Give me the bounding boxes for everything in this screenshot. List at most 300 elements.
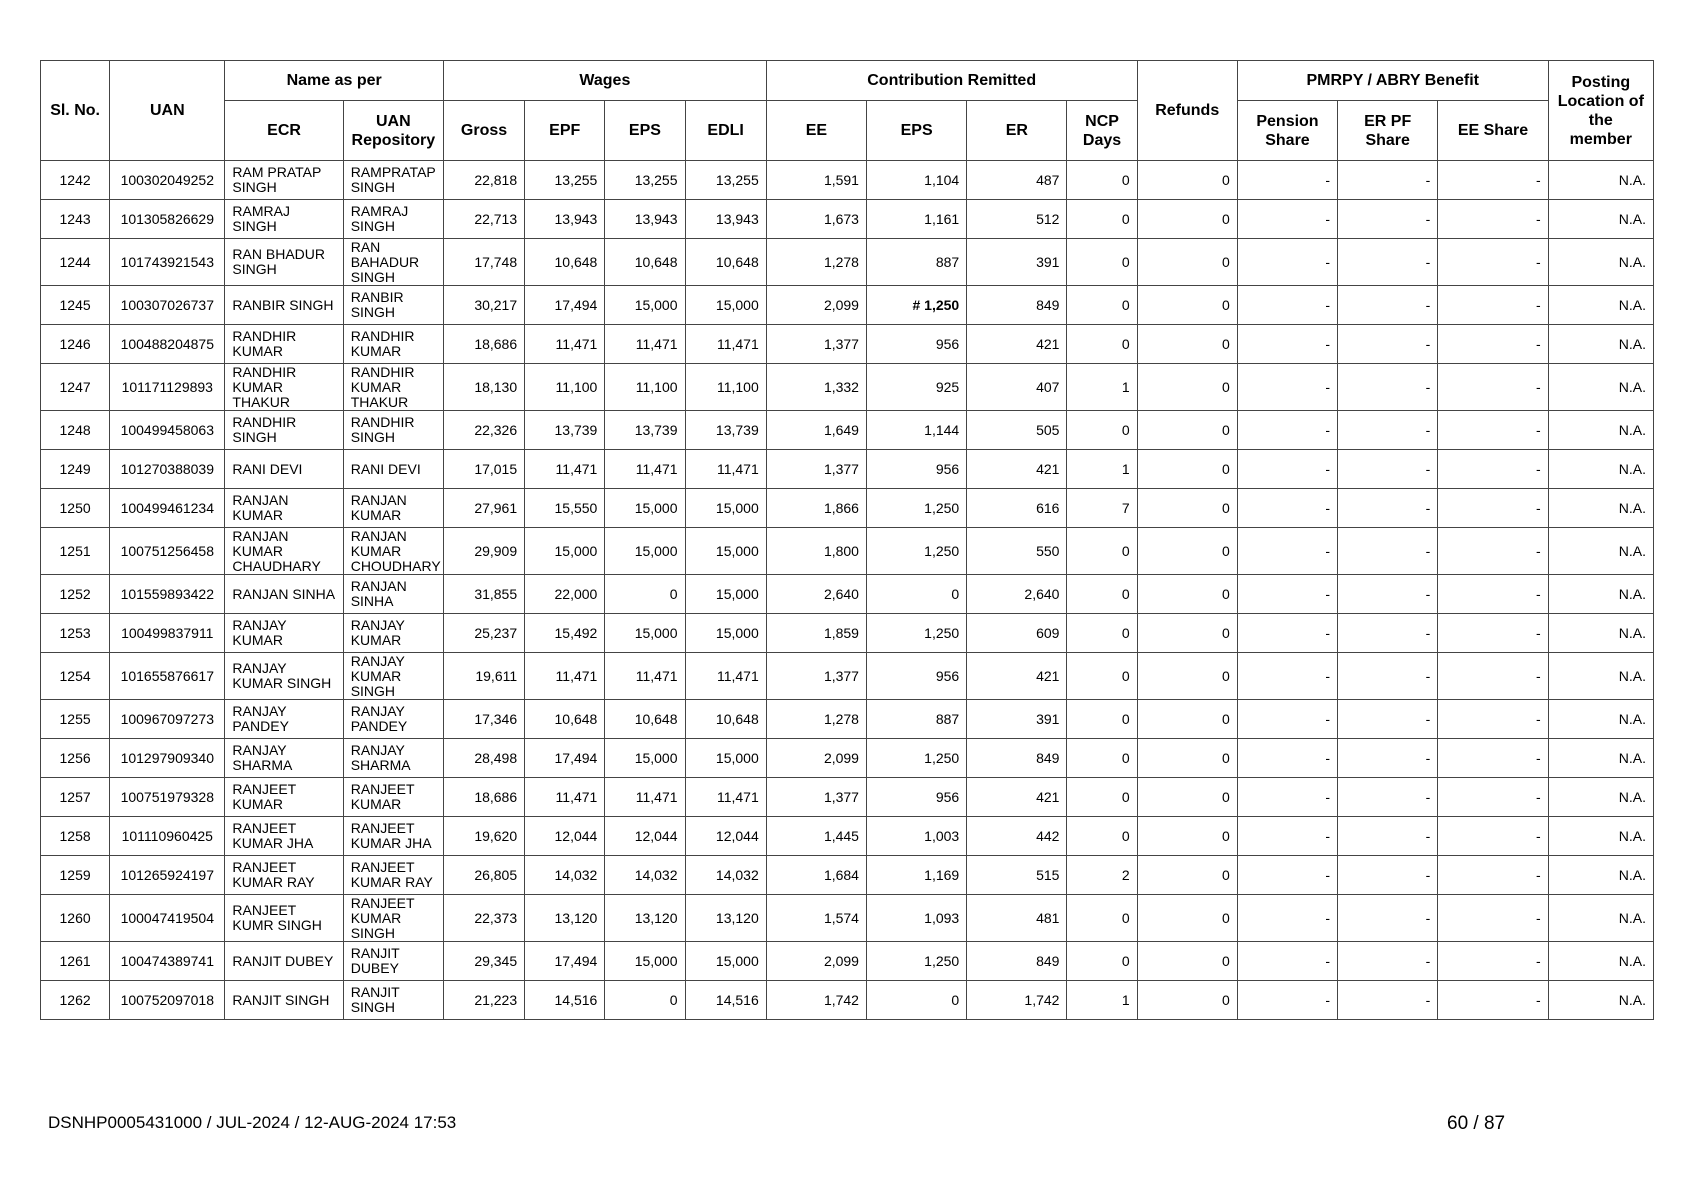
cell-edli: 15,000: [685, 739, 766, 778]
cell-epf: 11,471: [525, 450, 605, 489]
cell-ncp-days: 0: [1067, 653, 1137, 700]
cell-sl-no: 1261: [41, 942, 110, 981]
cell-ee: 1,377: [766, 450, 866, 489]
cell-er: 391: [967, 700, 1067, 739]
cell-uan-repository-name: RANJAY KUMAR SINGH: [343, 653, 443, 700]
cell-epf: 11,471: [525, 653, 605, 700]
cell-ee: 1,591: [766, 161, 866, 200]
cell-pension-share: -: [1237, 856, 1337, 895]
cell-contribution-eps: 1,250: [866, 489, 966, 528]
table-row: [41, 817, 1654, 856]
table-row: [41, 895, 1654, 942]
cell-ee: 1,866: [766, 489, 866, 528]
cell-uan-repository-name: RANJEET KUMAR: [343, 778, 443, 817]
cell-gross: 25,237: [443, 614, 524, 653]
cell-ecr-name: RANJEET KUMR SINGH: [225, 895, 343, 942]
header-ee-share: EE Share: [1438, 101, 1548, 161]
cell-ee-share: -: [1438, 575, 1548, 614]
cell-eps: 13,943: [605, 200, 685, 239]
cell-uan: 100047419504: [110, 895, 225, 942]
cell-ee: 1,649: [766, 411, 866, 450]
cell-er: 407: [967, 364, 1067, 411]
cell-posting-location: N.A.: [1548, 653, 1653, 700]
cell-posting-location: N.A.: [1548, 364, 1653, 411]
cell-posting-location: N.A.: [1548, 411, 1653, 450]
cell-ee: 1,859: [766, 614, 866, 653]
cell-gross: 30,217: [443, 286, 524, 325]
cell-ncp-days: 2: [1067, 856, 1137, 895]
header-ecr: ECR: [225, 101, 343, 161]
header-epf: EPF: [525, 101, 605, 161]
cell-er-pf-share: -: [1338, 895, 1438, 942]
cell-gross: 22,326: [443, 411, 524, 450]
table-row: [41, 286, 1654, 325]
cell-pension-share: -: [1237, 778, 1337, 817]
cell-er: 550: [967, 528, 1067, 575]
cell-er: 421: [967, 778, 1067, 817]
cell-eps: 15,000: [605, 942, 685, 981]
table-row: [41, 614, 1654, 653]
cell-edli: 15,000: [685, 942, 766, 981]
table-row: [41, 700, 1654, 739]
cell-refunds: 0: [1137, 161, 1237, 200]
cell-pension-share: -: [1237, 700, 1337, 739]
cell-ee-share: -: [1438, 653, 1548, 700]
cell-gross: 19,611: [443, 653, 524, 700]
cell-sl-no: 1256: [41, 739, 110, 778]
cell-pension-share: -: [1237, 489, 1337, 528]
cell-gross: 28,498: [443, 739, 524, 778]
cell-eps: 13,120: [605, 895, 685, 942]
cell-ncp-days: 0: [1067, 411, 1137, 450]
cell-contribution-eps: 1,250: [866, 528, 966, 575]
cell-refunds: 0: [1137, 817, 1237, 856]
cell-eps: 10,648: [605, 239, 685, 286]
cell-posting-location: N.A.: [1548, 528, 1653, 575]
cell-ecr-name: RANJIT DUBEY: [225, 942, 343, 981]
cell-uan: 101743921543: [110, 239, 225, 286]
cell-ee-share: -: [1438, 286, 1548, 325]
cell-ee-share: -: [1438, 895, 1548, 942]
cell-ee-share: -: [1438, 450, 1548, 489]
cell-posting-location: N.A.: [1548, 325, 1653, 364]
cell-uan-repository-name: RANJIT SINGH: [343, 981, 443, 1020]
cell-uan-repository-name: RANJAN KUMAR: [343, 489, 443, 528]
cell-refunds: 0: [1137, 895, 1237, 942]
cell-pension-share: -: [1237, 614, 1337, 653]
cell-ecr-name: RANDHIR KUMAR THAKUR: [225, 364, 343, 411]
cell-uan-repository-name: RANDHIR SINGH: [343, 411, 443, 450]
cell-sl-no: 1245: [41, 286, 110, 325]
cell-posting-location: N.A.: [1548, 239, 1653, 286]
cell-pension-share: -: [1237, 895, 1337, 942]
cell-sl-no: 1258: [41, 817, 110, 856]
cell-ee-share: -: [1438, 700, 1548, 739]
cell-epf: 11,471: [525, 778, 605, 817]
cell-pension-share: -: [1237, 364, 1337, 411]
cell-epf: 17,494: [525, 942, 605, 981]
cell-refunds: 0: [1137, 778, 1237, 817]
cell-edli: 15,000: [685, 286, 766, 325]
cell-contribution-eps: 1,003: [866, 817, 966, 856]
cell-edli: 15,000: [685, 614, 766, 653]
cell-posting-location: N.A.: [1548, 286, 1653, 325]
cell-ee: 2,099: [766, 942, 866, 981]
cell-gross: 17,015: [443, 450, 524, 489]
cell-sl-no: 1246: [41, 325, 110, 364]
table-row: [41, 161, 1654, 200]
cell-uan-repository-name: RANJEET KUMAR RAY: [343, 856, 443, 895]
cell-epf: 13,255: [525, 161, 605, 200]
cell-gross: 26,805: [443, 856, 524, 895]
cell-eps: 15,000: [605, 614, 685, 653]
cell-gross: 31,855: [443, 575, 524, 614]
cell-refunds: 0: [1137, 528, 1237, 575]
cell-uan: 101110960425: [110, 817, 225, 856]
cell-er: 442: [967, 817, 1067, 856]
cell-contribution-eps: 1,104: [866, 161, 966, 200]
cell-ncp-days: 0: [1067, 700, 1137, 739]
cell-uan: 100307026737: [110, 286, 225, 325]
cell-ee: 1,742: [766, 981, 866, 1020]
cell-posting-location: N.A.: [1548, 739, 1653, 778]
contribution-table: [40, 60, 1654, 1020]
cell-er: 849: [967, 942, 1067, 981]
cell-sl-no: 1255: [41, 700, 110, 739]
cell-refunds: 0: [1137, 653, 1237, 700]
cell-ecr-name: RANDHIR SINGH: [225, 411, 343, 450]
cell-epf: 15,550: [525, 489, 605, 528]
cell-gross: 21,223: [443, 981, 524, 1020]
cell-uan-repository-name: RANDHIR KUMAR THAKUR: [343, 364, 443, 411]
cell-contribution-eps: 1,250: [866, 739, 966, 778]
cell-uan: 101171129893: [110, 364, 225, 411]
cell-eps: 15,000: [605, 528, 685, 575]
cell-ecr-name: RANJAN KUMAR CHAUDHARY: [225, 528, 343, 575]
cell-gross: 29,345: [443, 942, 524, 981]
cell-eps: 11,471: [605, 325, 685, 364]
cell-uan-repository-name: RANJAY PANDEY: [343, 700, 443, 739]
cell-ee: 1,574: [766, 895, 866, 942]
cell-epf: 14,516: [525, 981, 605, 1020]
cell-edli: 11,471: [685, 325, 766, 364]
cell-pension-share: -: [1237, 739, 1337, 778]
cell-sl-no: 1260: [41, 895, 110, 942]
cell-ee: 1,684: [766, 856, 866, 895]
cell-sl-no: 1242: [41, 161, 110, 200]
cell-ee-share: -: [1438, 239, 1548, 286]
table-header: [41, 61, 1654, 161]
cell-refunds: 0: [1137, 614, 1237, 653]
cell-ee: 1,377: [766, 325, 866, 364]
cell-epf: 13,120: [525, 895, 605, 942]
cell-posting-location: N.A.: [1548, 817, 1653, 856]
cell-uan: 100967097273: [110, 700, 225, 739]
cell-edli: 11,471: [685, 653, 766, 700]
cell-er: 849: [967, 286, 1067, 325]
header-ncp-days: NCP Days: [1067, 101, 1137, 161]
cell-ncp-days: 0: [1067, 200, 1137, 239]
cell-refunds: 0: [1137, 575, 1237, 614]
header-edli: EDLI: [685, 101, 766, 161]
cell-refunds: 0: [1137, 325, 1237, 364]
cell-gross: 27,961: [443, 489, 524, 528]
cell-er-pf-share: -: [1338, 239, 1438, 286]
header-gross: Gross: [443, 101, 524, 161]
cell-ecr-name: RAM PRATAP SINGH: [225, 161, 343, 200]
cell-uan: 101270388039: [110, 450, 225, 489]
cell-edli: 13,943: [685, 200, 766, 239]
header-contribution-eps: EPS: [866, 101, 966, 161]
cell-er: 609: [967, 614, 1067, 653]
cell-contribution-eps: 925: [866, 364, 966, 411]
cell-ncp-days: 0: [1067, 239, 1137, 286]
cell-er: 421: [967, 653, 1067, 700]
cell-uan: 100752097018: [110, 981, 225, 1020]
cell-sl-no: 1243: [41, 200, 110, 239]
cell-er-pf-share: -: [1338, 528, 1438, 575]
cell-sl-no: 1244: [41, 239, 110, 286]
cell-epf: 12,044: [525, 817, 605, 856]
table-row: [41, 981, 1654, 1020]
header-name-as-per: Name as per: [225, 61, 444, 101]
cell-uan-repository-name: RAMRAJ SINGH: [343, 200, 443, 239]
cell-uan: 101265924197: [110, 856, 225, 895]
cell-uan: 101305826629: [110, 200, 225, 239]
cell-er-pf-share: -: [1338, 739, 1438, 778]
cell-posting-location: N.A.: [1548, 161, 1653, 200]
cell-er-pf-share: -: [1338, 653, 1438, 700]
cell-eps: 15,000: [605, 739, 685, 778]
cell-contribution-eps: 0: [866, 981, 966, 1020]
document-reference: DSNHP0005431000 / JUL-2024 / 12-AUG-2024 17:53: [48, 1113, 457, 1132]
cell-sl-no: 1253: [41, 614, 110, 653]
cell-edli: 11,471: [685, 778, 766, 817]
cell-ecr-name: RAN BHADUR SINGH: [225, 239, 343, 286]
header-posting-location: Posting Location of the member: [1548, 61, 1653, 161]
cell-uan: 101297909340: [110, 739, 225, 778]
cell-posting-location: N.A.: [1548, 614, 1653, 653]
cell-ecr-name: RANJAY KUMAR: [225, 614, 343, 653]
cell-uan: 100499837911: [110, 614, 225, 653]
cell-sl-no: 1262: [41, 981, 110, 1020]
cell-ee-share: -: [1438, 364, 1548, 411]
cell-ee: 1,800: [766, 528, 866, 575]
cell-contribution-eps: 1,250: [866, 614, 966, 653]
cell-epf: 13,943: [525, 200, 605, 239]
header-er: ER: [967, 101, 1067, 161]
cell-posting-location: N.A.: [1548, 895, 1653, 942]
cell-gross: 17,748: [443, 239, 524, 286]
cell-posting-location: N.A.: [1548, 778, 1653, 817]
cell-er-pf-share: -: [1338, 411, 1438, 450]
cell-ecr-name: RANJEET KUMAR: [225, 778, 343, 817]
cell-pension-share: -: [1237, 200, 1337, 239]
cell-posting-location: N.A.: [1548, 450, 1653, 489]
cell-edli: 14,032: [685, 856, 766, 895]
cell-edli: 15,000: [685, 528, 766, 575]
cell-refunds: 0: [1137, 450, 1237, 489]
cell-ecr-name: RANBIR SINGH: [225, 286, 343, 325]
cell-pension-share: -: [1237, 942, 1337, 981]
cell-ncp-days: 0: [1067, 942, 1137, 981]
cell-contribution-eps: 1,169: [866, 856, 966, 895]
cell-ecr-name: RAMRAJ SINGH: [225, 200, 343, 239]
cell-sl-no: 1257: [41, 778, 110, 817]
cell-edli: 10,648: [685, 700, 766, 739]
table-body: [41, 161, 1654, 1020]
cell-epf: 10,648: [525, 239, 605, 286]
cell-refunds: 0: [1137, 700, 1237, 739]
cell-ecr-name: RANJIT SINGH: [225, 981, 343, 1020]
cell-er-pf-share: -: [1338, 942, 1438, 981]
cell-posting-location: N.A.: [1548, 489, 1653, 528]
table-row: [41, 325, 1654, 364]
cell-ee: 2,640: [766, 575, 866, 614]
cell-posting-location: N.A.: [1548, 981, 1653, 1020]
cell-ee-share: -: [1438, 161, 1548, 200]
cell-epf: 14,032: [525, 856, 605, 895]
cell-ecr-name: RANJAY SHARMA: [225, 739, 343, 778]
cell-uan: 100499458063: [110, 411, 225, 450]
cell-ee-share: -: [1438, 739, 1548, 778]
table-row: [41, 739, 1654, 778]
cell-posting-location: N.A.: [1548, 856, 1653, 895]
cell-posting-location: N.A.: [1548, 200, 1653, 239]
cell-ee-share: -: [1438, 325, 1548, 364]
cell-ee-share: -: [1438, 528, 1548, 575]
cell-refunds: 0: [1137, 856, 1237, 895]
cell-ee-share: -: [1438, 778, 1548, 817]
cell-er: 616: [967, 489, 1067, 528]
cell-eps: 0: [605, 981, 685, 1020]
cell-ncp-days: 0: [1067, 778, 1137, 817]
cell-epf: 11,100: [525, 364, 605, 411]
cell-refunds: 0: [1137, 981, 1237, 1020]
cell-er-pf-share: -: [1338, 575, 1438, 614]
cell-ncp-days: 0: [1067, 286, 1137, 325]
cell-ecr-name: RANI DEVI: [225, 450, 343, 489]
header-uan: UAN: [110, 61, 225, 161]
cell-ecr-name: RANJEET KUMAR RAY: [225, 856, 343, 895]
cell-contribution-eps: 1,093: [866, 895, 966, 942]
cell-ncp-days: 0: [1067, 739, 1137, 778]
table-row: [41, 450, 1654, 489]
cell-posting-location: N.A.: [1548, 575, 1653, 614]
cell-uan: 101655876617: [110, 653, 225, 700]
cell-edli: 14,516: [685, 981, 766, 1020]
cell-ncp-days: 0: [1067, 575, 1137, 614]
cell-refunds: 0: [1137, 364, 1237, 411]
header-contribution-remitted: Contribution Remitted: [766, 61, 1137, 101]
cell-ee-share: -: [1438, 489, 1548, 528]
cell-uan: 100751979328: [110, 778, 225, 817]
cell-ee-share: -: [1438, 614, 1548, 653]
cell-edli: 13,120: [685, 895, 766, 942]
cell-uan-repository-name: RANBIR SINGH: [343, 286, 443, 325]
cell-er-pf-share: -: [1338, 286, 1438, 325]
cell-ee-share: -: [1438, 942, 1548, 981]
cell-uan: 100488204875: [110, 325, 225, 364]
cell-sl-no: 1250: [41, 489, 110, 528]
cell-ncp-days: 0: [1067, 161, 1137, 200]
cell-eps: 11,471: [605, 653, 685, 700]
cell-edli: 15,000: [685, 489, 766, 528]
table-row: [41, 489, 1654, 528]
cell-er-pf-share: -: [1338, 325, 1438, 364]
cell-ee-share: -: [1438, 856, 1548, 895]
header-wages: Wages: [443, 61, 766, 101]
cell-uan: 100474389741: [110, 942, 225, 981]
cell-contribution-eps: 956: [866, 450, 966, 489]
cell-er: 2,640: [967, 575, 1067, 614]
cell-uan-repository-name: RANJAN KUMAR CHOUDHARY: [343, 528, 443, 575]
cell-er-pf-share: -: [1338, 778, 1438, 817]
table-row: [41, 856, 1654, 895]
cell-ee: 1,673: [766, 200, 866, 239]
cell-uan: 100499461234: [110, 489, 225, 528]
cell-gross: 18,686: [443, 325, 524, 364]
cell-refunds: 0: [1137, 200, 1237, 239]
cell-epf: 22,000: [525, 575, 605, 614]
header-ee: EE: [766, 101, 866, 161]
cell-refunds: 0: [1137, 489, 1237, 528]
cell-ee-share: -: [1438, 817, 1548, 856]
cell-er: 1,742: [967, 981, 1067, 1020]
cell-ee: 1,278: [766, 239, 866, 286]
cell-pension-share: -: [1237, 653, 1337, 700]
cell-sl-no: 1248: [41, 411, 110, 450]
cell-refunds: 0: [1137, 239, 1237, 286]
cell-eps: 11,471: [605, 450, 685, 489]
cell-contribution-eps: 1,144: [866, 411, 966, 450]
cell-er: 481: [967, 895, 1067, 942]
cell-posting-location: N.A.: [1548, 942, 1653, 981]
cell-ecr-name: RANDHIR KUMAR: [225, 325, 343, 364]
cell-pension-share: -: [1237, 161, 1337, 200]
table-row: [41, 239, 1654, 286]
cell-refunds: 0: [1137, 411, 1237, 450]
cell-eps: 13,739: [605, 411, 685, 450]
cell-uan-repository-name: RANJEET KUMAR SINGH: [343, 895, 443, 942]
cell-pension-share: -: [1237, 411, 1337, 450]
cell-ee: 2,099: [766, 739, 866, 778]
cell-sl-no: 1251: [41, 528, 110, 575]
cell-uan-repository-name: RAN BAHADUR SINGH: [343, 239, 443, 286]
cell-edli: 13,255: [685, 161, 766, 200]
header-er-pf-share: ER PF Share: [1338, 101, 1438, 161]
cell-er: 849: [967, 739, 1067, 778]
cell-sl-no: 1247: [41, 364, 110, 411]
cell-er-pf-share: -: [1338, 856, 1438, 895]
cell-ee-share: -: [1438, 981, 1548, 1020]
cell-gross: 22,373: [443, 895, 524, 942]
cell-contribution-eps: 956: [866, 778, 966, 817]
cell-contribution-eps: 887: [866, 239, 966, 286]
table-row: [41, 575, 1654, 614]
cell-ncp-days: 1: [1067, 450, 1137, 489]
cell-ncp-days: 0: [1067, 614, 1137, 653]
cell-er: 421: [967, 325, 1067, 364]
header-pmrpy-abry: PMRPY / ABRY Benefit: [1237, 61, 1548, 101]
cell-ncp-days: 0: [1067, 528, 1137, 575]
cell-er: 512: [967, 200, 1067, 239]
cell-contribution-eps: 887: [866, 700, 966, 739]
cell-uan-repository-name: RANI DEVI: [343, 450, 443, 489]
cell-ecr-name: RANJAY KUMAR SINGH: [225, 653, 343, 700]
cell-gross: 18,130: [443, 364, 524, 411]
cell-er-pf-share: -: [1338, 200, 1438, 239]
